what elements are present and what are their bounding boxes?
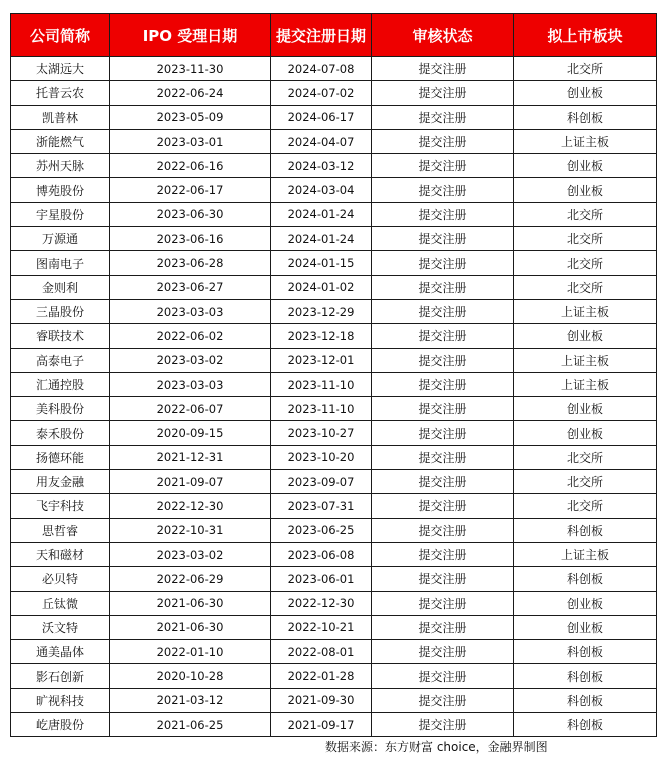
cell-registration-submit-date: 2024-01-24 [271, 202, 372, 226]
cell-listing-board: 科创板 [514, 640, 657, 664]
cell-listing-board: 创业板 [514, 324, 657, 348]
table-row [11, 688, 657, 712]
cell-listing-board: 北交所 [514, 227, 657, 251]
cell-ipo-accept-date: 2021-03-12 [110, 688, 271, 712]
cell-registration-submit-date: 2024-03-04 [271, 178, 372, 202]
table-row [11, 664, 657, 688]
cell-company-name: 旷视科技 [11, 688, 110, 712]
cell-company-name: 必贝特 [11, 567, 110, 591]
table-row [11, 129, 657, 153]
cell-review-status: 提交注册 [372, 275, 514, 299]
cell-company-name: 三晶股份 [11, 299, 110, 323]
cell-company-name: 苏州天脉 [11, 154, 110, 178]
table-row [11, 542, 657, 566]
cell-ipo-accept-date: 2023-03-02 [110, 348, 271, 372]
cell-listing-board: 科创板 [514, 567, 657, 591]
cell-company-name: 美科股份 [11, 397, 110, 421]
cell-registration-submit-date: 2024-06-17 [271, 105, 372, 129]
table-row [11, 421, 657, 445]
cell-review-status: 提交注册 [372, 154, 514, 178]
cell-review-status: 提交注册 [372, 542, 514, 566]
cell-review-status: 提交注册 [372, 688, 514, 712]
cell-ipo-accept-date: 2020-09-15 [110, 421, 271, 445]
table-row [11, 348, 657, 372]
cell-registration-submit-date: 2024-03-12 [271, 154, 372, 178]
cell-company-name: 宇星股份 [11, 202, 110, 226]
table-row [11, 591, 657, 615]
cell-review-status: 提交注册 [372, 615, 514, 639]
cell-registration-submit-date: 2024-07-08 [271, 57, 372, 81]
cell-listing-board: 科创板 [514, 688, 657, 712]
cell-review-status: 提交注册 [372, 299, 514, 323]
cell-listing-board: 北交所 [514, 202, 657, 226]
cell-company-name: 扬德环能 [11, 445, 110, 469]
cell-ipo-accept-date: 2022-06-29 [110, 567, 271, 591]
cell-company-name: 太湖远大 [11, 57, 110, 81]
cell-listing-board: 北交所 [514, 251, 657, 275]
table-row [11, 567, 657, 591]
table-row [11, 105, 657, 129]
table-row [11, 178, 657, 202]
cell-ipo-accept-date: 2023-11-30 [110, 57, 271, 81]
cell-listing-board: 科创板 [514, 664, 657, 688]
cell-review-status: 提交注册 [372, 664, 514, 688]
cell-ipo-accept-date: 2022-10-31 [110, 518, 271, 542]
table-row [11, 518, 657, 542]
table-row [11, 154, 657, 178]
table-header [11, 14, 657, 57]
cell-review-status: 提交注册 [372, 640, 514, 664]
cell-listing-board: 上证主板 [514, 299, 657, 323]
cell-listing-board: 北交所 [514, 57, 657, 81]
table-row [11, 275, 657, 299]
cell-review-status: 提交注册 [372, 445, 514, 469]
cell-ipo-accept-date: 2021-06-25 [110, 713, 271, 737]
cell-ipo-accept-date: 2022-06-07 [110, 397, 271, 421]
cell-company-name: 托普云农 [11, 81, 110, 105]
cell-registration-submit-date: 2023-11-10 [271, 372, 372, 396]
cell-listing-board: 科创板 [514, 105, 657, 129]
cell-registration-submit-date: 2023-10-27 [271, 421, 372, 445]
cell-review-status: 提交注册 [372, 518, 514, 542]
table-row [11, 251, 657, 275]
source-note: 数据来源：东方财富 choice，金融界制图 [325, 740, 548, 754]
table-row [11, 615, 657, 639]
cell-company-name: 屹唐股份 [11, 713, 110, 737]
cell-ipo-accept-date: 2023-06-28 [110, 251, 271, 275]
cell-ipo-accept-date: 2021-12-31 [110, 445, 271, 469]
cell-review-status: 提交注册 [372, 494, 514, 518]
table-row [11, 324, 657, 348]
cell-ipo-accept-date: 2020-10-28 [110, 664, 271, 688]
table-row [11, 299, 657, 323]
cell-registration-submit-date: 2023-06-08 [271, 542, 372, 566]
cell-ipo-accept-date: 2023-06-27 [110, 275, 271, 299]
cell-review-status: 提交注册 [372, 348, 514, 372]
cell-ipo-accept-date: 2022-06-24 [110, 81, 271, 105]
cell-company-name: 博苑股份 [11, 178, 110, 202]
cell-company-name: 高泰电子 [11, 348, 110, 372]
cell-review-status: 提交注册 [372, 105, 514, 129]
cell-listing-board: 上证主板 [514, 372, 657, 396]
table-row [11, 640, 657, 664]
cell-ipo-accept-date: 2023-03-02 [110, 542, 271, 566]
cell-review-status: 提交注册 [372, 421, 514, 445]
table-row [11, 713, 657, 737]
table-row [11, 397, 657, 421]
table-row [11, 372, 657, 396]
cell-review-status: 提交注册 [372, 202, 514, 226]
cell-registration-submit-date: 2023-12-29 [271, 299, 372, 323]
cell-listing-board: 创业板 [514, 178, 657, 202]
cell-registration-submit-date: 2023-10-20 [271, 445, 372, 469]
cell-ipo-accept-date: 2021-06-30 [110, 591, 271, 615]
cell-company-name: 思哲睿 [11, 518, 110, 542]
table-header-row [11, 14, 657, 57]
header-company-name: 公司简称 [11, 14, 110, 57]
cell-listing-board: 上证主板 [514, 348, 657, 372]
table-row [11, 445, 657, 469]
cell-review-status: 提交注册 [372, 397, 514, 421]
table-row [11, 57, 657, 81]
cell-ipo-accept-date: 2023-03-01 [110, 129, 271, 153]
header-registration-submit-date: 提交注册日期 [271, 14, 372, 57]
cell-ipo-accept-date: 2022-01-10 [110, 640, 271, 664]
header-ipo-accept-date: IPO 受理日期 [110, 14, 271, 57]
cell-ipo-accept-date: 2022-06-17 [110, 178, 271, 202]
cell-review-status: 提交注册 [372, 81, 514, 105]
cell-ipo-accept-date: 2023-03-03 [110, 299, 271, 323]
cell-registration-submit-date: 2024-04-07 [271, 129, 372, 153]
cell-listing-board: 上证主板 [514, 542, 657, 566]
cell-review-status: 提交注册 [372, 57, 514, 81]
cell-registration-submit-date: 2024-01-24 [271, 227, 372, 251]
cell-company-name: 通美晶体 [11, 640, 110, 664]
cell-listing-board: 创业板 [514, 81, 657, 105]
cell-company-name: 飞宇科技 [11, 494, 110, 518]
cell-ipo-accept-date: 2023-05-09 [110, 105, 271, 129]
cell-registration-submit-date: 2023-12-01 [271, 348, 372, 372]
table-row [11, 202, 657, 226]
cell-registration-submit-date: 2023-06-01 [271, 567, 372, 591]
cell-review-status: 提交注册 [372, 178, 514, 202]
cell-review-status: 提交注册 [372, 591, 514, 615]
cell-listing-board: 创业板 [514, 397, 657, 421]
cell-registration-submit-date: 2023-11-10 [271, 397, 372, 421]
cell-ipo-accept-date: 2023-06-16 [110, 227, 271, 251]
cell-company-name: 凯普林 [11, 105, 110, 129]
cell-registration-submit-date: 2022-12-30 [271, 591, 372, 615]
cell-listing-board: 科创板 [514, 713, 657, 737]
cell-listing-board: 创业板 [514, 154, 657, 178]
cell-registration-submit-date: 2022-10-21 [271, 615, 372, 639]
cell-ipo-accept-date: 2021-06-30 [110, 615, 271, 639]
cell-company-name: 泰禾股份 [11, 421, 110, 445]
cell-listing-board: 创业板 [514, 421, 657, 445]
cell-registration-submit-date: 2021-09-17 [271, 713, 372, 737]
cell-listing-board: 上证主板 [514, 129, 657, 153]
cell-company-name: 丘钛微 [11, 591, 110, 615]
cell-listing-board: 北交所 [514, 494, 657, 518]
cell-registration-submit-date: 2023-07-31 [271, 494, 372, 518]
cell-registration-submit-date: 2022-08-01 [271, 640, 372, 664]
cell-review-status: 提交注册 [372, 372, 514, 396]
cell-company-name: 睿联技术 [11, 324, 110, 348]
cell-registration-submit-date: 2024-01-15 [271, 251, 372, 275]
cell-company-name: 影石创新 [11, 664, 110, 688]
cell-listing-board: 北交所 [514, 470, 657, 494]
cell-review-status: 提交注册 [372, 567, 514, 591]
cell-review-status: 提交注册 [372, 713, 514, 737]
cell-ipo-accept-date: 2022-06-16 [110, 154, 271, 178]
table-body [11, 57, 657, 737]
cell-registration-submit-date: 2021-09-30 [271, 688, 372, 712]
cell-review-status: 提交注册 [372, 227, 514, 251]
cell-registration-submit-date: 2024-07-02 [271, 81, 372, 105]
header-listing-board: 拟上市板块 [514, 14, 657, 57]
table-row [11, 494, 657, 518]
cell-company-name: 金则利 [11, 275, 110, 299]
cell-registration-submit-date: 2023-06-25 [271, 518, 372, 542]
cell-ipo-accept-date: 2023-06-30 [110, 202, 271, 226]
cell-company-name: 天和磁材 [11, 542, 110, 566]
cell-review-status: 提交注册 [372, 470, 514, 494]
cell-ipo-accept-date: 2023-03-03 [110, 372, 271, 396]
cell-listing-board: 创业板 [514, 591, 657, 615]
cell-ipo-accept-date: 2021-09-07 [110, 470, 271, 494]
cell-ipo-accept-date: 2022-12-30 [110, 494, 271, 518]
cell-company-name: 用友金融 [11, 470, 110, 494]
cell-registration-submit-date: 2022-01-28 [271, 664, 372, 688]
cell-ipo-accept-date: 2022-06-02 [110, 324, 271, 348]
cell-listing-board: 北交所 [514, 275, 657, 299]
cell-review-status: 提交注册 [372, 251, 514, 275]
cell-company-name: 汇通控股 [11, 372, 110, 396]
cell-company-name: 图南电子 [11, 251, 110, 275]
cell-listing-board: 科创板 [514, 518, 657, 542]
ipo-registration-table [10, 13, 657, 737]
cell-review-status: 提交注册 [372, 129, 514, 153]
header-review-status: 审核状态 [372, 14, 514, 57]
cell-listing-board: 创业板 [514, 615, 657, 639]
table-row [11, 470, 657, 494]
cell-company-name: 沃文特 [11, 615, 110, 639]
table-row [11, 81, 657, 105]
cell-company-name: 万源通 [11, 227, 110, 251]
cell-registration-submit-date: 2023-09-07 [271, 470, 372, 494]
cell-registration-submit-date: 2024-01-02 [271, 275, 372, 299]
cell-listing-board: 北交所 [514, 445, 657, 469]
cell-registration-submit-date: 2023-12-18 [271, 324, 372, 348]
table-row [11, 227, 657, 251]
cell-company-name: 浙能燃气 [11, 129, 110, 153]
cell-review-status: 提交注册 [372, 324, 514, 348]
